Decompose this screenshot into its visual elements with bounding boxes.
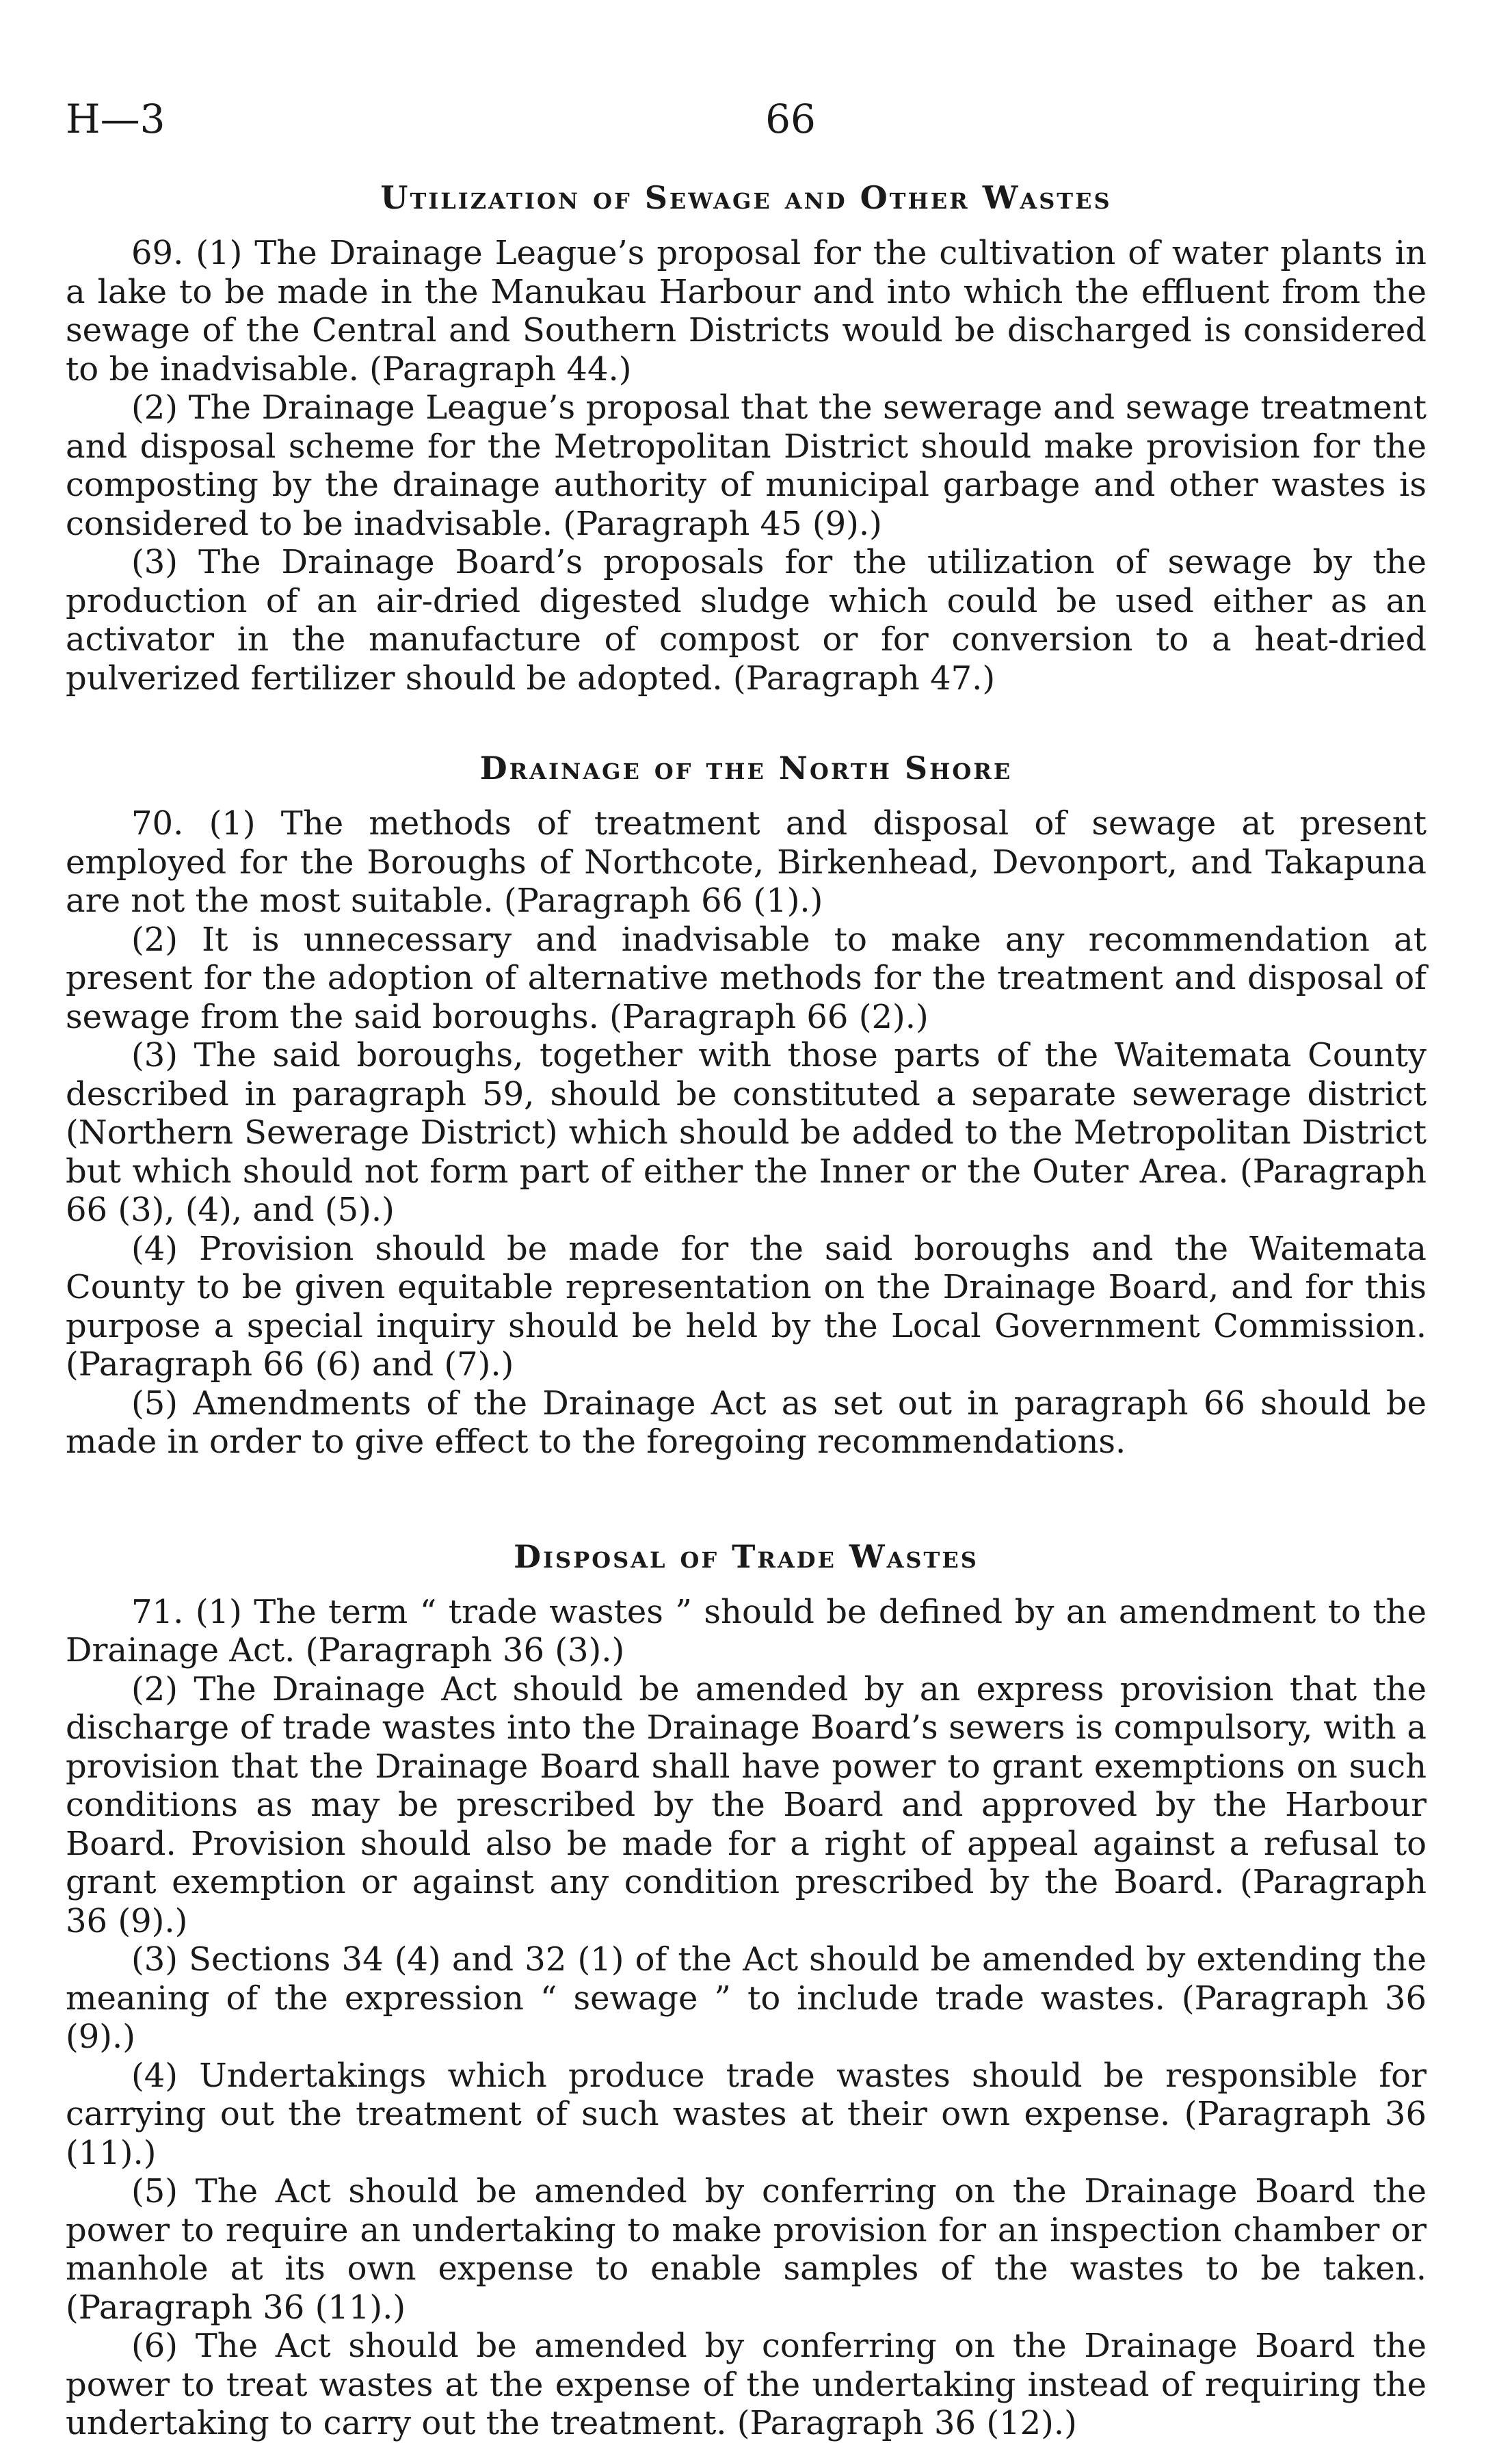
page-number: 66 <box>765 96 816 142</box>
section-heading: Drainage of the North Shore <box>479 750 1013 787</box>
document-body <box>66 179 1427 2443</box>
paragraph-71-1: 71. (1) The term “ trade wastes ” should be defined by an amendment to the Drainage Act. (Paragraph 36 (3).) <box>66 1592 1427 1669</box>
paragraph-69-3: (3) The Drainage Board’s proposals for the utilization of sewage by the production of an air-dried digested sludge which could be used either as an activator in the manufacture of compost or for conversion to a heat-dried pulverized fertilizer should be adopted. (Paragraph 47.) <box>66 543 1427 698</box>
paragraph-71-2: (2) The Drainage Act should be amended by an express provision that the discharge of trade wastes into the Drainage Board’s sewers is compulsory, with a provision that the Drainage Board shall have power to grant exemptions on such conditions as may be prescribed by the Board and approved by the Harbour Board. Provision should also be made for a right of appeal against a refusal to grant exemption or against any condition prescribed by the Board. (Paragraph 36 (9).) <box>66 1669 1427 1940</box>
paragraph-70-1: 70. (1) The methods of treatment and disposal of sewage at present employed for the Boroughs of Northcote, Birkenhead, Devonport, and Takapuna are not the most suitable. (Paragraph 66 (1).) <box>66 804 1427 920</box>
section-north-shore <box>66 750 1427 1462</box>
paragraph-69-1: 69. (1) The Drainage League’s proposal for the cultivation of water plants in a lake to be made in the Manukau Harbour and into which the effluent from the sewage of the Central and Southern Districts would be discharged is considered to be inadvisable. (Paragraph 44.) <box>66 234 1427 388</box>
paragraph-71-5: (5) The Act should be amended by conferring on the Drainage Board the power to require an undertaking to make provision for an inspection chamber or manhole at its own expense to enable samples of the wastes to be taken. (Paragraph 36 (11).) <box>66 2172 1427 2327</box>
section-spacer <box>66 698 1427 750</box>
section-trade-wastes <box>66 1538 1427 2443</box>
paragraph-70-5: (5) Amendments of the Drainage Act as set out in paragraph 66 should be made in order to give effect to the foregoing recommendations. <box>66 1384 1427 1461</box>
section-utilization <box>66 179 1427 698</box>
section-heading: Utilization of Sewage and Other Wastes <box>380 179 1112 216</box>
page-header <box>66 96 1406 157</box>
section-spacer <box>66 1462 1427 1538</box>
paragraph-70-3: (3) The said boroughs, together with those parts of the Waitemata County described in paragraph 59, should be constituted a separate sewerage district (Northern Sewerage District) which should be added to the Metropolitan District but which should not form part of either the Inner or the Outer Area. (Paragraph 66 (3), (4), and (5).) <box>66 1036 1427 1229</box>
document-code: H—3 <box>66 96 165 142</box>
paragraph-71-3: (3) Sections 34 (4) and 32 (1) of the Act should be amended by extending the meaning of the expression “ sewage ” to include trade wastes. (Paragraph 36 (9).) <box>66 1940 1427 2056</box>
paragraph-71-6: (6) The Act should be amended by conferring on the Drainage Board the power to treat wastes at the expense of the undertaking instead of requiring the undertaking to carry out the treatment. (Paragraph 36 (12).) <box>66 2327 1427 2442</box>
paragraph-71-4: (4) Undertakings which produce trade wastes should be responsible for carrying out the treatment of such wastes at their own expense. (Paragraph 36 (11).) <box>66 2056 1427 2172</box>
paragraph-70-4: (4) Provision should be made for the said boroughs and the Waitemata County to be given equitable representation on the Drainage Board, and for this purpose a special inquiry should be held by the Local Government Commission. (Paragraph 66 (6) and (7).) <box>66 1229 1427 1384</box>
section-heading: Disposal of Trade Wastes <box>514 1537 979 1575</box>
paragraph-70-2: (2) It is unnecessary and inadvisable to make any recommendation at present for the adoption of alternative methods for the treatment and disposal of sewage from the said boroughs. (Paragraph 66 (2).) <box>66 920 1427 1036</box>
paragraph-69-2: (2) The Drainage League’s proposal that the sewerage and sewage treatment and disposal scheme for the Metropolitan District should make provision for the composting by the drainage authority of municipal garbage and other wastes is considered to be inadvisable. (Paragraph 45 (9).) <box>66 388 1427 543</box>
